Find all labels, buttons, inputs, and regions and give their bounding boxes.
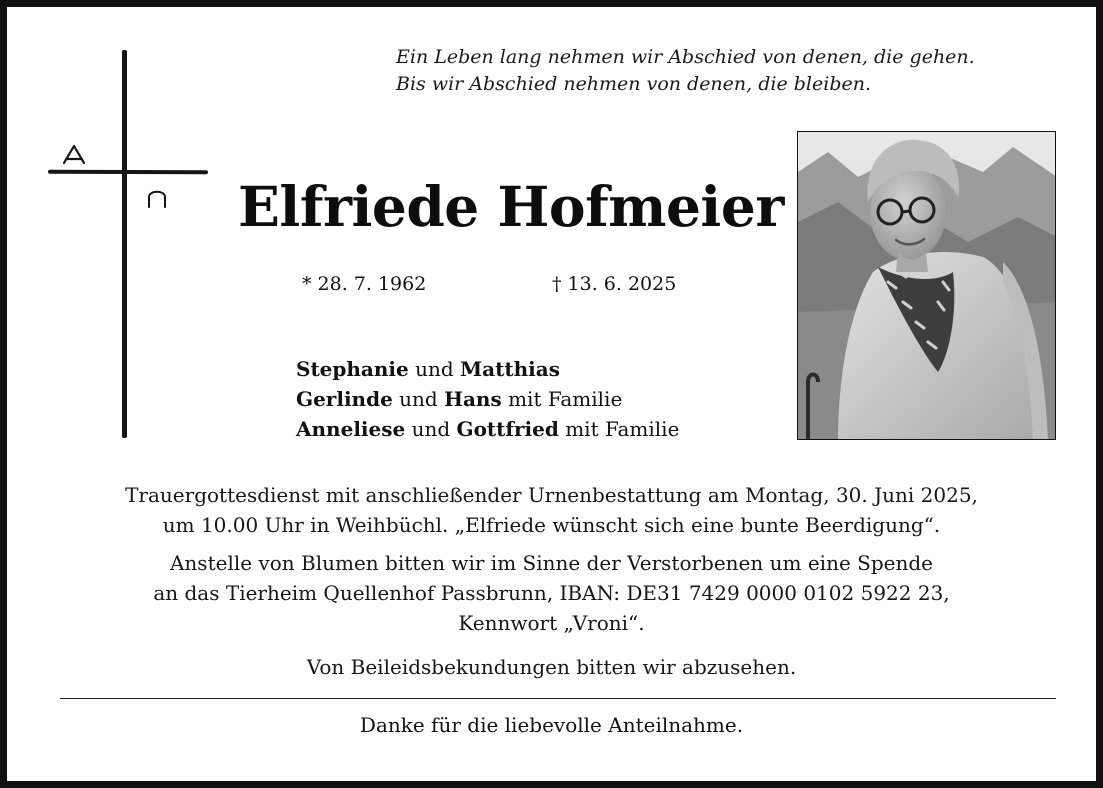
deceased-name: Elfriede Hofmeier [238, 174, 784, 239]
mourner-name: Anneliese [296, 417, 406, 441]
motto [396, 44, 1076, 98]
mourner-name: Hans [444, 387, 502, 411]
mourner-joiner: und [392, 387, 445, 411]
motto-line-2: Bis wir Abschied nehmen von denen, die bleiben. [396, 73, 871, 95]
omega-icon [146, 188, 168, 208]
mourner-suffix: mit Familie [501, 387, 623, 411]
mourner-line [296, 384, 766, 414]
donation-line-2: an das Tierheim Quellenhof Passbrunn, IBAN: DE31 7429 0000 0102 5922 23, [153, 581, 950, 605]
mourners-list [296, 354, 766, 444]
divider [60, 698, 1056, 699]
cross-icon [122, 50, 127, 438]
donation-line-1: Anstelle von Blumen bitten wir im Sinne der Verstorbenen um eine Spende [169, 551, 934, 575]
alpha-icon [62, 144, 86, 164]
mourner-name: Gottfried [456, 417, 559, 441]
death-date: † 13. 6. 2025 [552, 273, 677, 295]
mourner-name: Gerlinde [296, 387, 393, 411]
birth-date: * 28. 7. 1962 [302, 273, 427, 295]
thanks-line: Danke für die liebevolle Anteilnahme. [359, 713, 744, 737]
service-line-2: um 10.00 Uhr in Weihbüchl. „Elfriede wünscht sich eine bunte Beerdigung“. [162, 513, 941, 537]
donation-info [20, 548, 1083, 638]
donation-line-3: Kennwort „Vroni“. [458, 611, 645, 635]
cross-beam [48, 170, 208, 175]
mourner-line [296, 354, 766, 384]
mourner-line [296, 414, 766, 444]
mourner-joiner: und [408, 357, 461, 381]
mourner-name: Stephanie [296, 357, 409, 381]
mourner-joiner: und [405, 417, 457, 441]
motto-line-1: Ein Leben lang nehmen wir Abschied von denen, die gehen. [396, 46, 975, 68]
service-info [20, 480, 1083, 540]
mourner-name: Matthias [460, 357, 560, 381]
condolence-note [20, 652, 1083, 682]
portrait-photo [797, 131, 1056, 440]
service-line-1: Trauergottesdienst mit anschließender Urnenbestattung am Montag, 30. Juni 2025, [125, 483, 978, 507]
condolence-note-text: Von Beileidsbekundungen bitten wir abzusehen. [306, 655, 797, 679]
mourner-suffix: mit Familie [558, 417, 680, 441]
